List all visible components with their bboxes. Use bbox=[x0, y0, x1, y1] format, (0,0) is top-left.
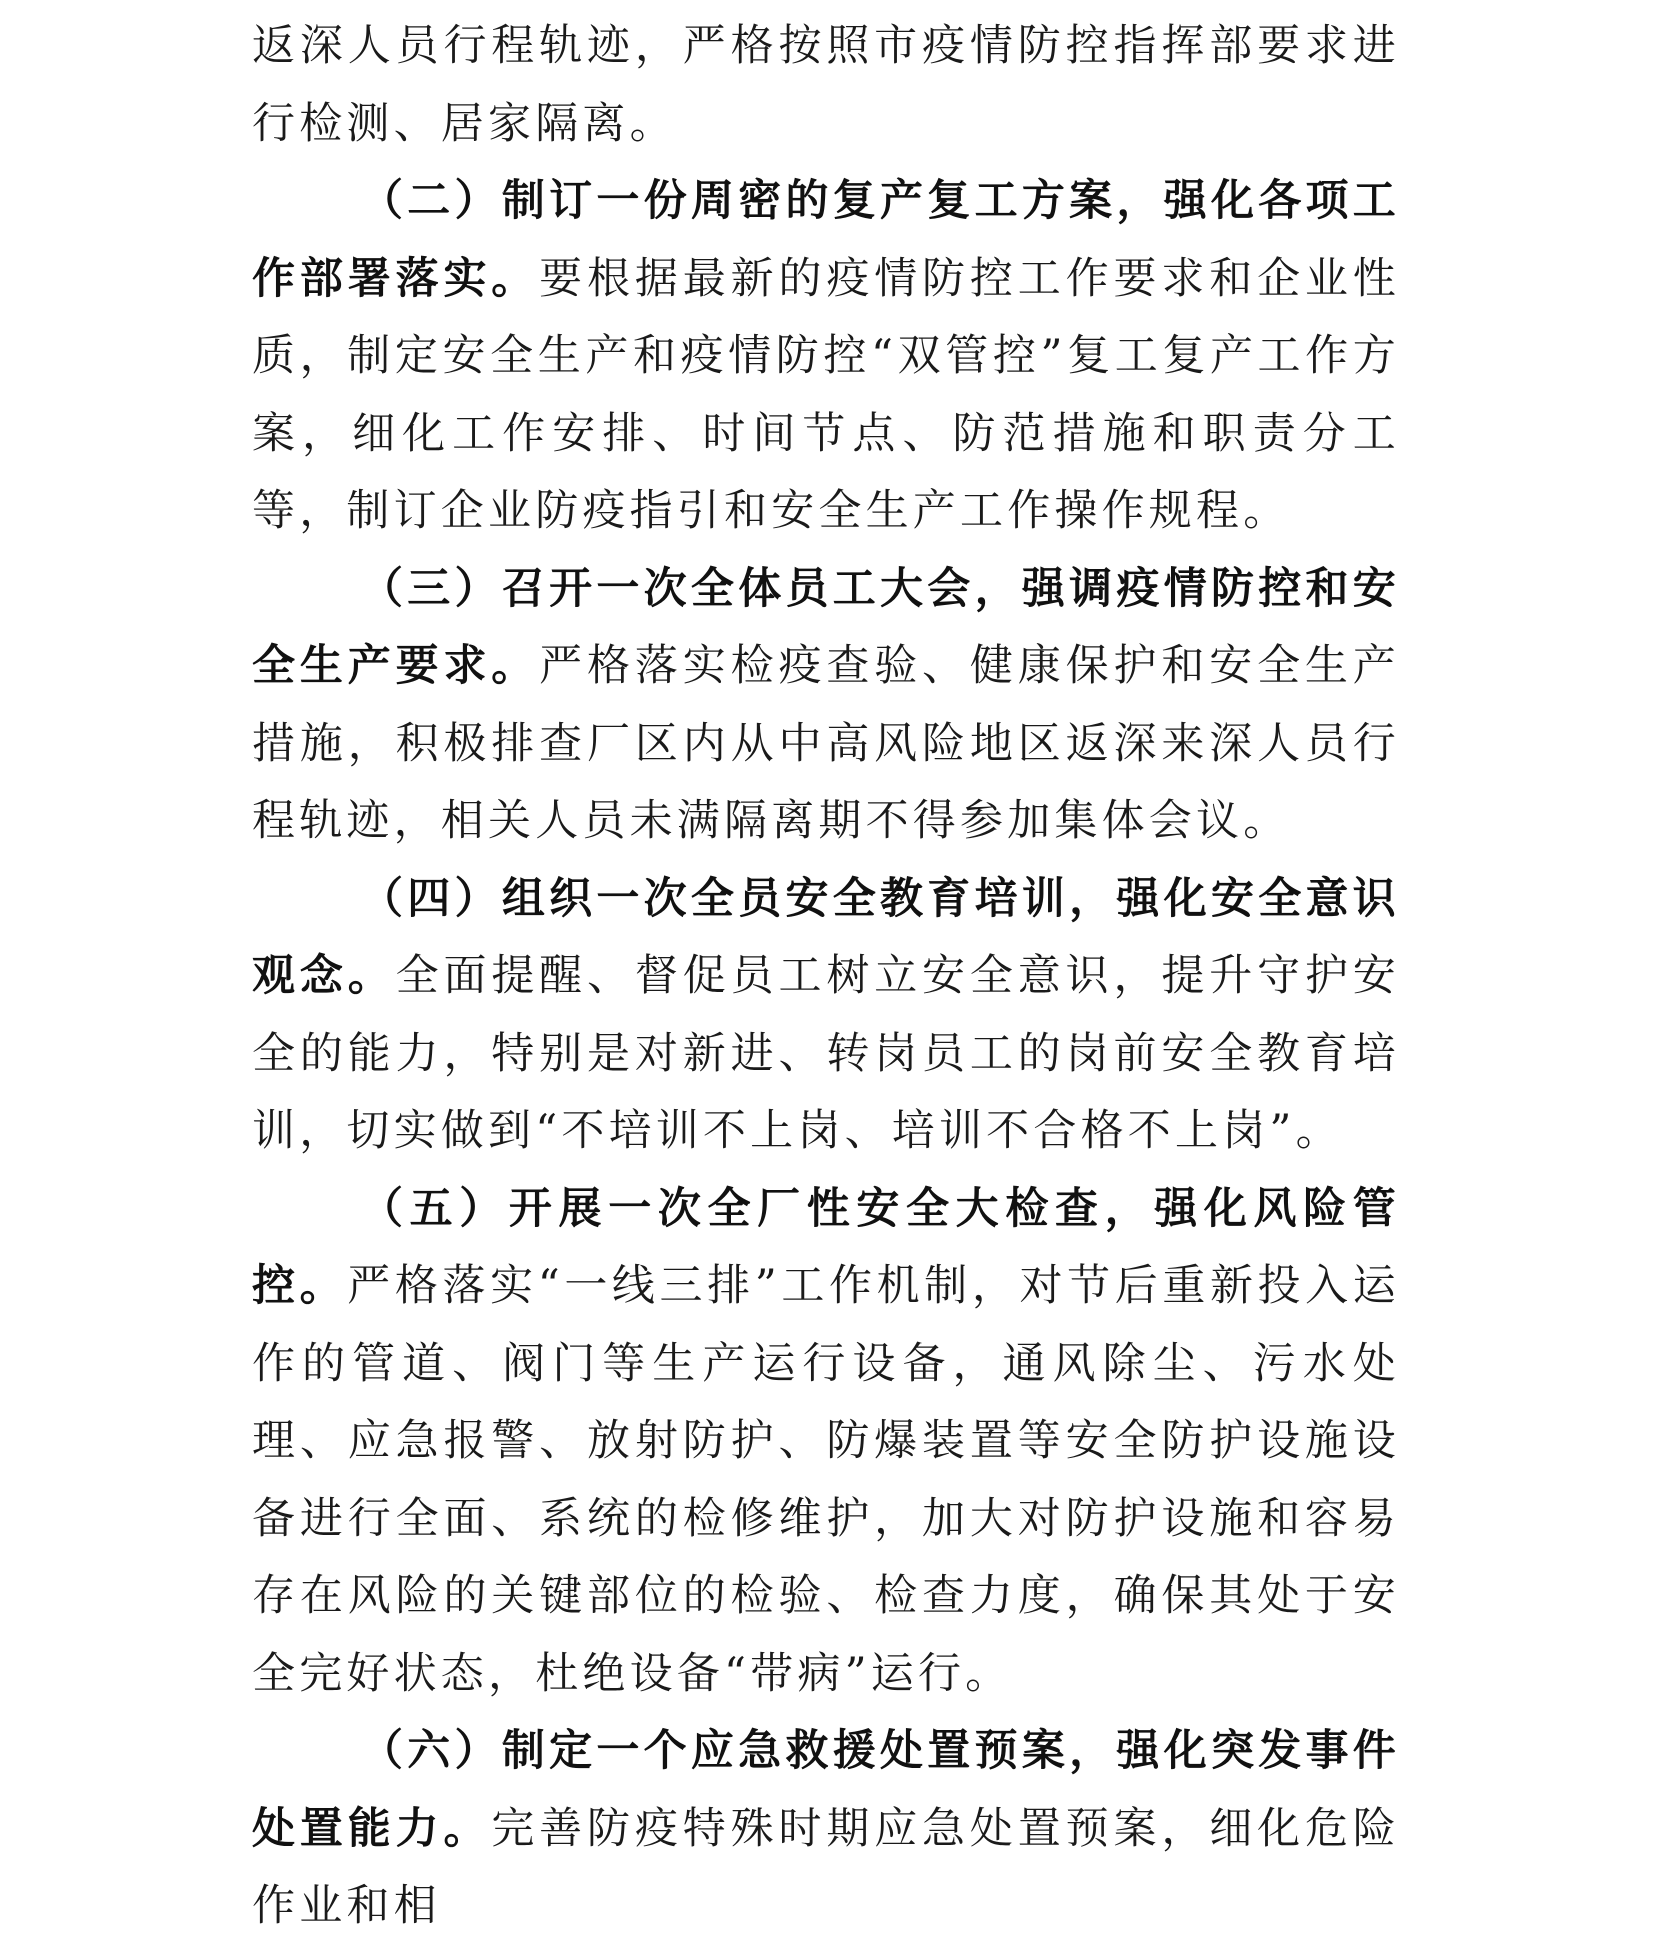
section-heading: （二）制订一份周密的复产复工方案，强化各项工作部署落实。 bbox=[252, 176, 1400, 304]
paragraph-text: 返深人员行程轨迹，严格按照市疫情防控指挥部要求进行检测、居家隔离。 bbox=[252, 21, 1400, 149]
section-heading: （六）制定一个应急救援处置预案，强化突发事件处置能力。 bbox=[252, 1726, 1400, 1854]
section-heading: （三）召开一次全体员工大会，强调疫情防控和安全生产要求。 bbox=[252, 563, 1400, 691]
document-page bbox=[252, 8, 1400, 1946]
paragraph-text: 要根据最新的疫情防控工作要求和企业性质，制定安全生产和疫情防控“双管控”复工复产工作方案，细化工作安排、时间节点、防范措施和职责分工等，制订企业防疫指引和安全生产工作操作规程。 bbox=[252, 253, 1400, 536]
paragraph-section-5 bbox=[252, 1171, 1400, 1714]
paragraph-section-4 bbox=[252, 861, 1400, 1171]
paragraph-text: 严格落实检疫查验、健康保护和安全生产措施，积极排查厂区内从中高风险地区返深来深人员行程轨迹，相关人员未满隔离期不得参加集体会议。 bbox=[252, 641, 1400, 846]
paragraph-text: 全面提醒、督促员工树立安全意识，提升守护安全的能力，特别是对新进、转岗员工的岗前安全教育培训，切实做到“不培训不上岗、培训不合格不上岗”。 bbox=[252, 951, 1400, 1156]
paragraph-section-6 bbox=[252, 1713, 1400, 1946]
paragraph-section-3 bbox=[252, 551, 1400, 861]
paragraph-continuation bbox=[252, 8, 1400, 163]
section-heading: （四）组织一次全员安全教育培训，强化安全意识观念。 bbox=[252, 873, 1400, 1001]
paragraph-text: 完善防疫特殊时期应急处置预案，细化危险作业和相 bbox=[252, 1803, 1400, 1931]
section-heading: （五）开展一次全厂性安全大检查，强化风险管控。 bbox=[252, 1183, 1400, 1311]
paragraph-section-2 bbox=[252, 163, 1400, 551]
paragraph-text: 严格落实“一线三排”工作机制，对节后重新投入运作的管道、阀门等生产运行设备，通风除尘、污水处理、应急报警、放射防护、防爆装置等安全防护设施设备进行全面、系统的检修维护，加大对防护设施和容易存在风险的关键部位的检验、检查力度，确保其处于安全完好状态，杜绝设备“带病”运行。 bbox=[252, 1261, 1400, 1699]
